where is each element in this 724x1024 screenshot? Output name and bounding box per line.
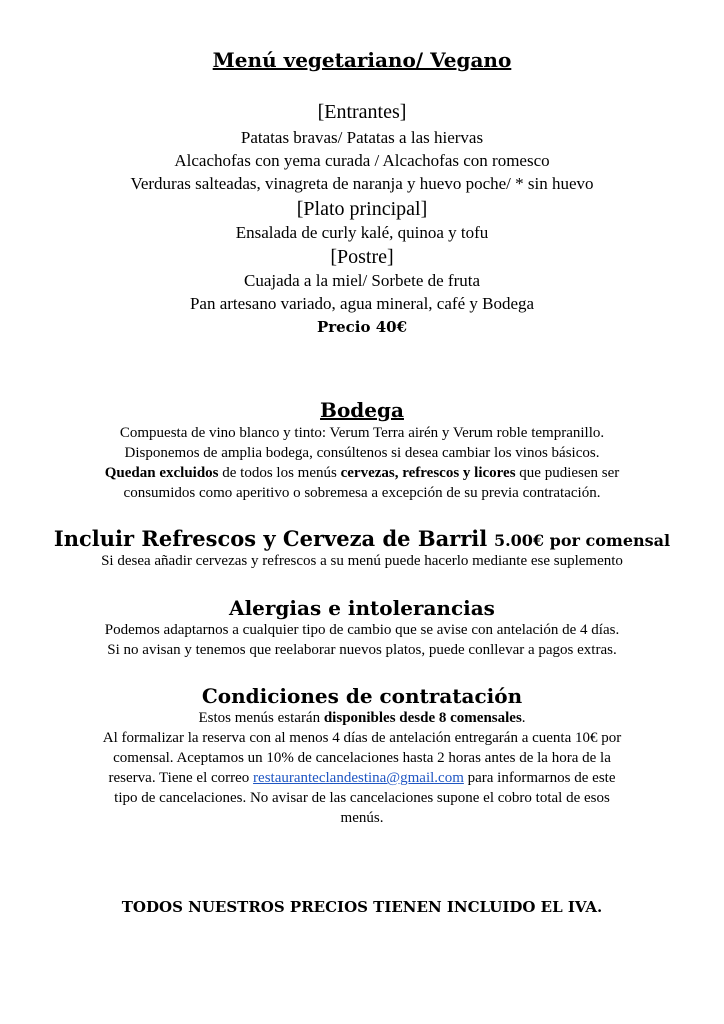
email-link[interactable]: restauranteclandestina@gmail.com xyxy=(253,770,464,786)
entrante-item-1: Patatas bravas/ Patatas a las hiervas xyxy=(240,128,484,147)
condiciones-text-4b: para informarnos de este xyxy=(463,770,616,786)
iva-notice: TODOS NUESTROS PRECIOS TIENEN INCLUIDO EL IVA. xyxy=(121,898,603,916)
refrescos-text: Si desea añadir cervezas y refrescos a su menú puede hacerlo mediante ese suplemento xyxy=(101,553,623,569)
entrante-item-2: Alcachofas con yema curada / Alcachofas con romesco xyxy=(174,151,550,170)
bodega-line-4: consumidos como aperitivo o sobremesa a excepción de su previa contratación. xyxy=(123,485,601,501)
alergias-line-1: Podemos adaptarnos a cualquier tipo de cambio que se avise con antelación de 4 días. xyxy=(104,622,620,638)
condiciones-heading: Condiciones de contratación xyxy=(201,684,523,708)
comensales-bold: disponibles desde 8 comensales xyxy=(323,710,522,726)
postre-item-1: Cuajada a la miel/ Sorbete de fruta xyxy=(243,271,481,290)
bodega-line-1: Compuesta de vino blanco y tinto: Verum Terra airén y Verum roble tempranillo. xyxy=(119,425,605,441)
condiciones-line-2: Al formalizar la reserva con al menos 4 días de antelación entregarán a cuenta 10€ por xyxy=(102,730,622,746)
refrescos-heading: Incluir Refrescos y Cerveza de Barril xyxy=(53,526,488,551)
menu-price: Precio 40€ xyxy=(316,318,408,336)
refrescos-heading-line xyxy=(0,526,724,551)
excluidos-bold-2: cervezas, refrescos y licores xyxy=(340,465,516,481)
condiciones-line-4 xyxy=(0,770,724,787)
alergias-line-2: Si no avisan y tenemos que reelaborar nuevos platos, puede conllevar a pagos extras. xyxy=(107,642,617,658)
bodega-line-2: Disponemos de amplia bodega, consúltenos si desea cambiar los vinos básicos. xyxy=(124,445,600,461)
postre-item-2: Pan artesano variado, agua mineral, café y Bodega xyxy=(189,294,535,313)
entrante-item-3: Verduras salteadas, vinagreta de naranja y huevo poche/ * sin huevo xyxy=(130,174,594,193)
condiciones-line-1 xyxy=(0,710,724,727)
bodega-line-3 xyxy=(0,465,724,482)
excluidos-text-1: de todos los menús xyxy=(218,465,341,481)
condiciones-period: . xyxy=(521,710,526,726)
principal-heading: [Plato principal] xyxy=(296,198,428,220)
bodega-heading: Bodega xyxy=(320,398,404,422)
menu-title: Menú vegetariano/ Vegano xyxy=(212,48,512,72)
principal-item-1: Ensalada de curly kalé, quinoa y tofu xyxy=(235,223,489,242)
refrescos-price: 5.00€ por comensal xyxy=(493,531,671,550)
alergias-heading: Alergias e intolerancias xyxy=(229,596,495,620)
postre-heading: [Postre] xyxy=(330,246,394,268)
condiciones-line-3: comensal. Aceptamos un 10% de cancelaciones hasta 2 horas antes de la hora de la xyxy=(113,750,611,766)
condiciones-line-6: menús. xyxy=(340,810,384,826)
entrantes-heading: [Entrantes] xyxy=(317,101,407,123)
condiciones-text-4a: reserva. Tiene el correo xyxy=(108,770,254,786)
excluidos-bold: Quedan excluidos xyxy=(104,465,219,481)
condiciones-text-1: Estos menús estarán xyxy=(198,710,324,726)
condiciones-line-5: tipo de cancelaciones. No avisar de las cancelaciones supone el cobro total de esos xyxy=(114,790,610,806)
excluidos-text-2: que pudiesen ser xyxy=(515,465,620,481)
